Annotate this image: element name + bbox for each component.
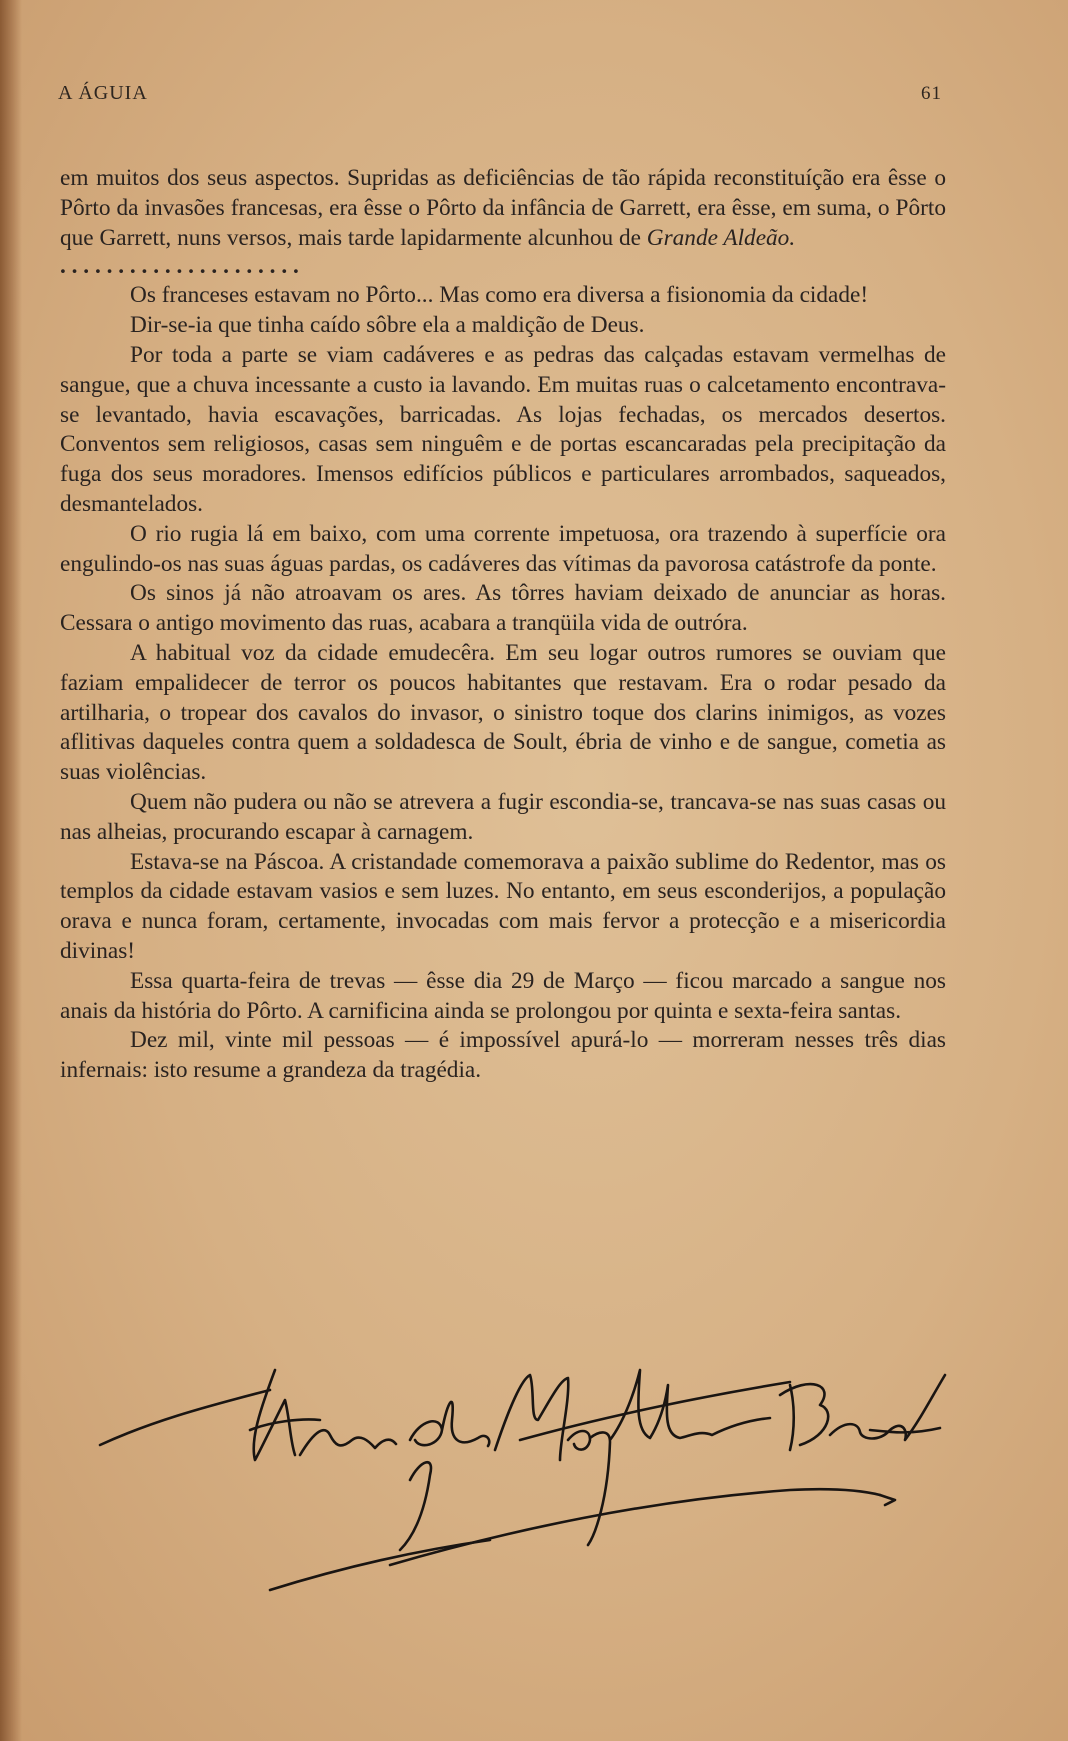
- running-header: [58, 82, 942, 105]
- author-signature: [90, 1360, 970, 1600]
- paragraph-8: Quem não pudera ou não se atrevera a fugir escondia-se, trancava-se nas suas casas ou nas alheias, procurando escapar à carnagem.: [60, 788, 946, 845]
- paragraph-9: Estava-se na Páscoa. A cristandade comemorava a paixão sublime do Redentor, mas os templos da cidade estavam vasios e sem luzes. No entanto, em seus esconderijos, a população orava e nunca foram, certamente, invocadas com mais fervor a protecção e a misericordia divinas!: [60, 848, 946, 964]
- paragraph-11: Dez mil, vinte mil pessoas — é impossível apurá-lo — morreram nesses três dias infernais: isto resume a grandeza da tragédia.: [60, 1027, 946, 1084]
- running-title: A ÁGUIA: [58, 82, 148, 104]
- paragraph-1: em muitos dos seus aspectos. Supridas as deficiências de tão rápida reconstituíção era êsse o Pôrto da invasões francesas, era êsse o Pôrto da infância de Garrett, era êsse, em suma, o Pôrto que Garrett, nuns versos, mais tarde lapidarmente alcunhou de Grande Aldeão.: [60, 165, 946, 251]
- paragraph-3: Dir-se-ia que tinha caído sôbre ela a maldição de Deus.: [130, 312, 645, 339]
- paragraph-6: Os sinos já não atroavam os ares. As tôrres haviam deixado de anunciar as horas. Cessara o antigo movimento das ruas, acabara a tranqüila vida de outróra.: [60, 580, 946, 637]
- paragraph-4: Por toda a parte se viam cadáveres e as pedras das calçadas estavam vermelhas de sangue, que a chuva incessante a custo ia lavando. Em muitas ruas o calcetamento encontrava-se levantado, havia escavações, barricadas. As lojas fechadas, os mercados desertos. Conventos sem religiosos, casas sem ninguêm e de portas escancaradas pela precipitação da fuga dos seus moradores. Imensos edifícios públicos e particulares arrombados, saqueados, desmantelados.: [60, 341, 946, 517]
- italic-title: Grande Aldeão.: [646, 224, 796, 251]
- paragraph-2: Os franceses estavam no Pôrto... Mas como era diversa a fisionomia da cidade!: [130, 282, 869, 309]
- dot-leader: . . . . . . . . . . . . . . . . . . . . .: [60, 253, 299, 280]
- page-number: 61: [921, 83, 942, 104]
- paragraph-5: O rio rugia lá em baixo, com uma corrente impetuosa, ora trazendo à superfície ora engulindo-os nas suas águas pardas, os cadáveres das vítimas da pavorosa catástrofe da ponte.: [60, 520, 946, 577]
- article-body: [60, 164, 946, 1086]
- paragraph-7: A habitual voz da cidade emudecêra. Em seu logar outros rumores se ouviam que faziam empalidecer de terror os poucos habitantes que restavam. Era o rodar pesado da artilharia, o tropear dos cavalos do invasor, o sinistro toque dos clarins inimigos, as vozes aflitivas daqueles contra quem a soldadesca de Soult, ébria de vinho e de sangue, cometia as suas violências.: [60, 639, 946, 786]
- paragraph-10: Essa quarta-feira de trevas — êsse dia 29 de Março — ficou marcado a sangue nos anais da história do Pôrto. A carnificina ainda se prolongou por quinta e sexta-feira santas.: [60, 967, 946, 1024]
